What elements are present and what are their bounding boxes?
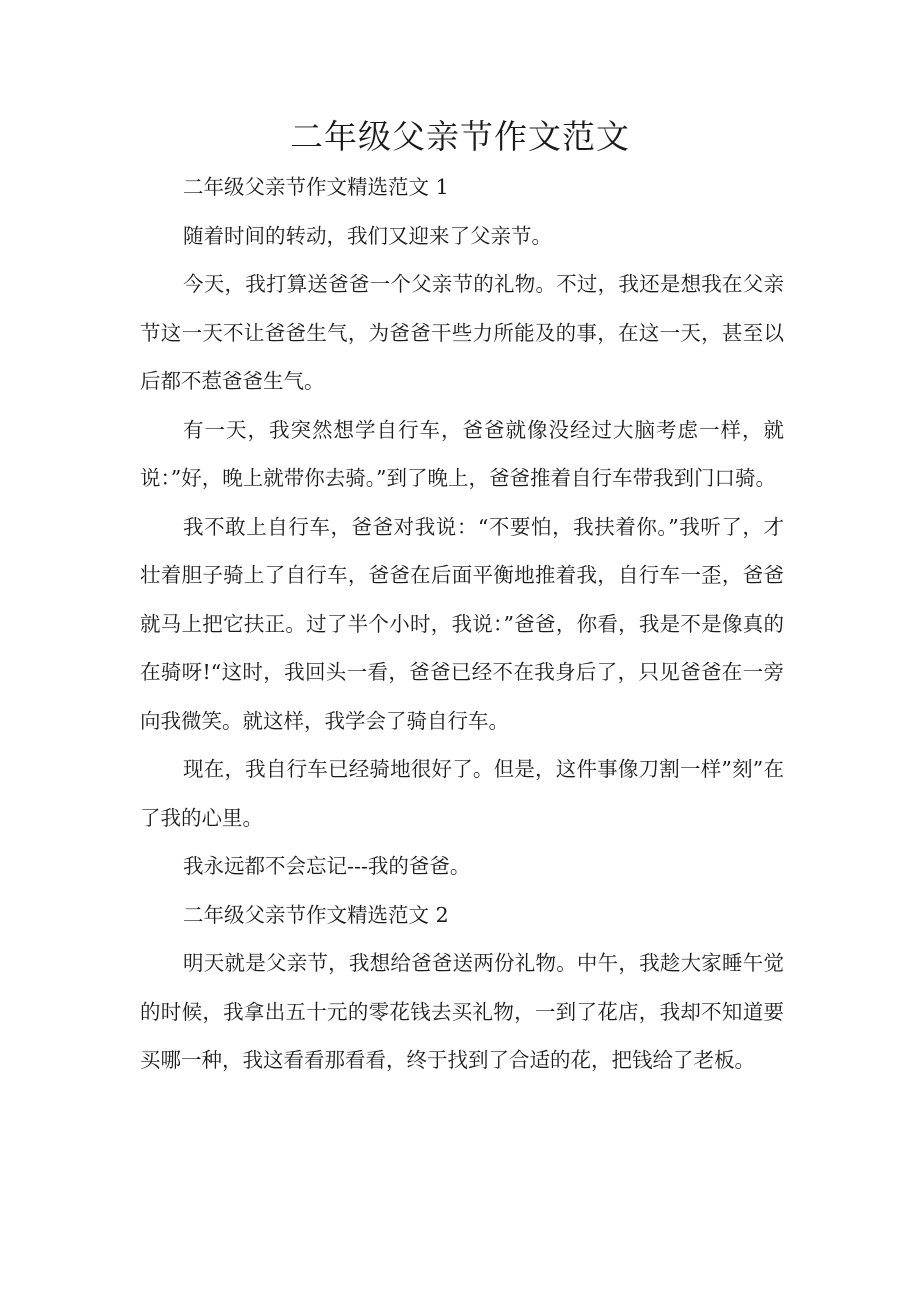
paragraph: 有一天，我突然想学自行车，爸爸就像没经过大脑考虑一样，就说：”好，晚上就带你去骑。”到了晚上，爸爸推着自行车带我到门口骑。 [140,417,784,490]
paragraph: 随着时间的转动，我们又迎来了父亲节。 [183,223,553,248]
section-heading-2: 二年级父亲节作文精选范文 2 [183,902,449,927]
document-body [140,163,784,1085]
section-heading-1: 二年级父亲节作文精选范文 1 [183,175,449,199]
paragraph: 我不敢上自行车，爸爸对我说：“不要怕，我扶着你。”我听了，才壮着胆子骑上了自行车，爸爸在后面平衡地推着我，自行车一歪，爸爸就马上把它扶正。过了半个小时，我说：”爸爸，你看，我是不是像真的在骑呀!“这时，我回头一看，爸爸已经不在我身后了，只见爸爸在一旁向我微笑。就这样，我学会了骑自行车。 [140,514,784,733]
paragraph: 明天就是父亲节，我想给爸爸送两份礼物。中午，我趁大家睡午觉的时候，我拿出五十元的零花钱去买礼物，一到了花店，我却不知道要买哪一种，我这看看那看看，终于找到了合适的花，把钱给了老板。 [140,951,784,1072]
paragraph: 我永远都不会忘记---我的爸爸。 [183,854,471,878]
paragraph: 今天，我打算送爸爸一个父亲节的礼物。不过，我还是想我在父亲节这一天不让爸爸生气，为爸爸干些力所能及的事，在这一天，甚至以后都不惹爸爸生气。 [140,272,784,393]
document-title: 二年级父亲节作文范文 [290,117,630,156]
paragraph: 现在，我自行车已经骑地很好了。但是，这件事像刀割一样”刻”在了我的心里。 [140,757,784,830]
